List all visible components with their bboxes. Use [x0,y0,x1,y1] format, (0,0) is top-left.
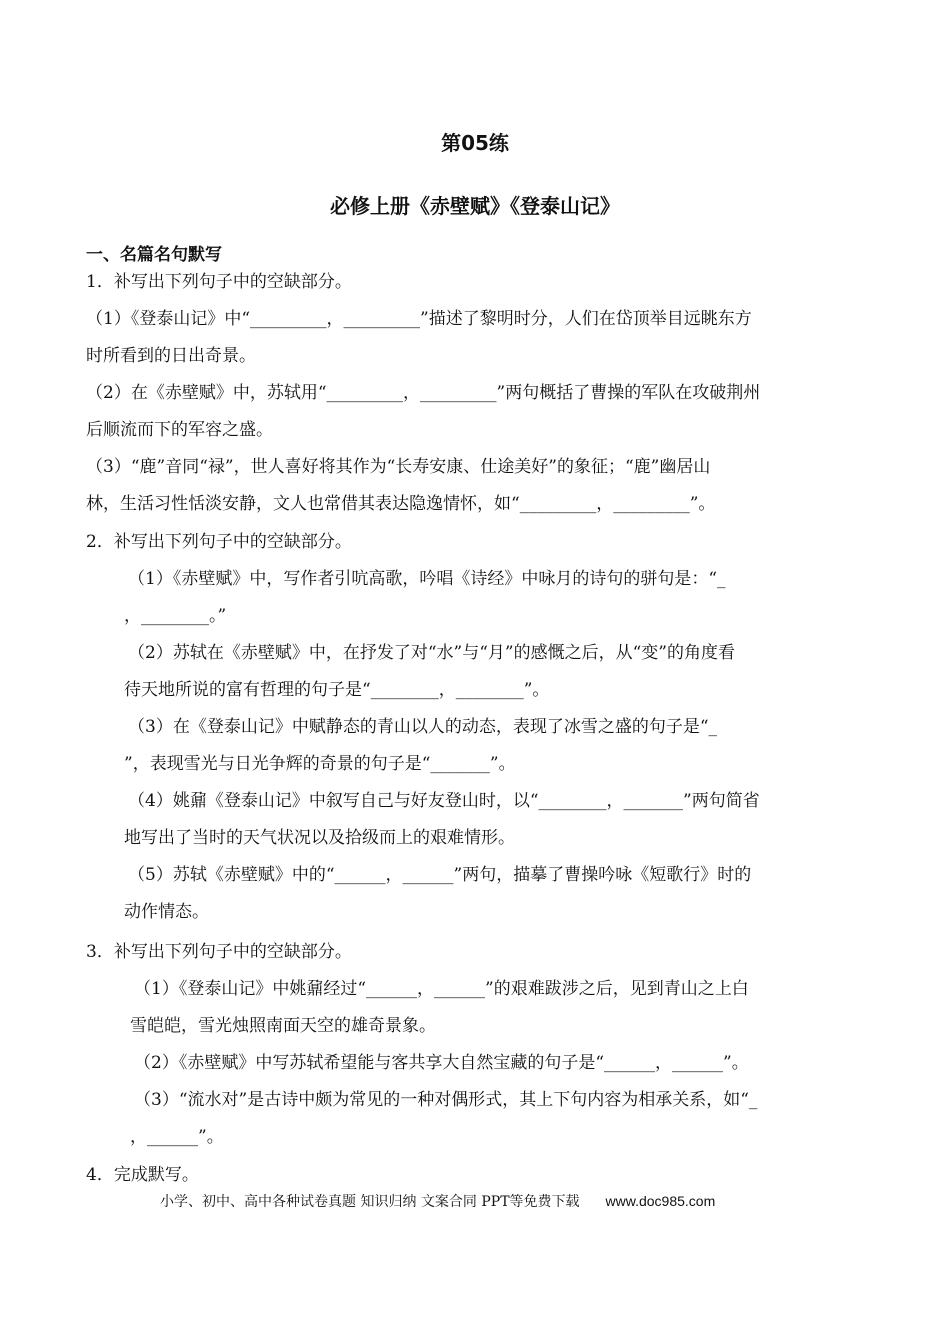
page-footer [160,1191,715,1211]
footer-text: 小学、初中、高中各种试卷真题 知识归纳 文案合同 PPT等免费下载 [160,1194,580,1210]
question-2-5-line-1: （5）苏轼《赤壁赋》中的“______，______”两句，描摹了曹操吟咏《短歌行》时的 [128,865,752,885]
question-2-1-line-2: ，________。” [124,606,227,626]
question-2-3-line-2: ”，表现雪光与日光争辉的奇景的句子是“_______”。 [124,754,516,774]
question-1-2-line-2: 后顺流而下的军容之盛。 [86,420,273,440]
section-heading: 一、名篇名句默写 [86,245,222,265]
question-1-1-line-2: 时所看到的日出奇景。 [86,346,256,366]
page-subtitle: 必修上册《赤壁赋》《登泰山记》 [330,194,620,218]
question-2-4-line-1: （4）姚鼐《登泰山记》中叙写自己与好友登山时，以“________，_______”两句简省 [128,791,760,811]
footer-url-link[interactable]: www.doc985.com [605,1193,716,1209]
question-2-5-line-2: 动作情态。 [124,902,209,922]
question-2-2-line-1: （2）苏轼在《赤壁赋》中，在抒发了对“水”与“月”的感慨之后，从“变”的角度看 [128,643,735,663]
page-title: 第05练 [441,131,509,155]
question-1-3-line-2: 林，生活习性恬淡安静，文人也常借其表达隐逸情怀，如“_________，_________”。 [86,494,716,514]
question-2-3-line-1: （3）在《登泰山记》中赋静态的青山以人的动态，表现了冰雪之盛的句子是“_ [128,717,718,737]
question-3-heading: 3．补写出下列句子中的空缺部分。 [86,942,352,962]
question-2-4-line-2: 地写出了当时的天气状况以及拾级而上的艰难情形。 [124,828,515,848]
question-1-2-line-1: （2）在《赤壁赋》中，苏轼用“_________，_________”两句概括了曹操的军队在攻破荆州 [86,383,761,403]
question-1-heading: 1．补写出下列句子中的空缺部分。 [86,272,352,292]
question-1-3-line-1: （3）“鹿”音同“禄”，世人喜好将其作为“长寿安康、仕途美好”的象征；“鹿”幽居山 [86,457,711,477]
question-2-heading: 2．补写出下列句子中的空缺部分。 [86,532,352,552]
question-1-1-line-1: （1）《登泰山记》中“_________，_________”描述了黎明时分，人们在岱顶举目远眺东方 [86,309,752,329]
question-4-heading: 4．完成默写。 [86,1165,199,1185]
question-3-1-line-1: （1）《登泰山记》中姚鼐经过“______，______”的艰难跋涉之后，见到青山之上白 [134,979,749,999]
question-3-3-line-2: ，______”。 [130,1127,224,1147]
question-3-1-line-2: 雪皑皑，雪光烛照南面天空的雄奇景象。 [130,1016,436,1036]
question-2-1-line-1: （1）《赤壁赋》中，写作者引吭高歌，吟唱《诗经》中咏月的诗句的骈句是：“_ [128,569,726,589]
question-3-3-line-1: （3）“流水对”是古诗中颇为常见的一种对偶形式，其上下句内容为相承关系，如“_ [134,1090,758,1110]
question-2-2-line-2: 待天地所说的富有哲理的句子是“________，________”。 [124,680,550,700]
question-3-2-line: （2）《赤壁赋》中写苏轼希望能与客共享大自然宝藏的句子是“______，______”。 [134,1053,749,1073]
